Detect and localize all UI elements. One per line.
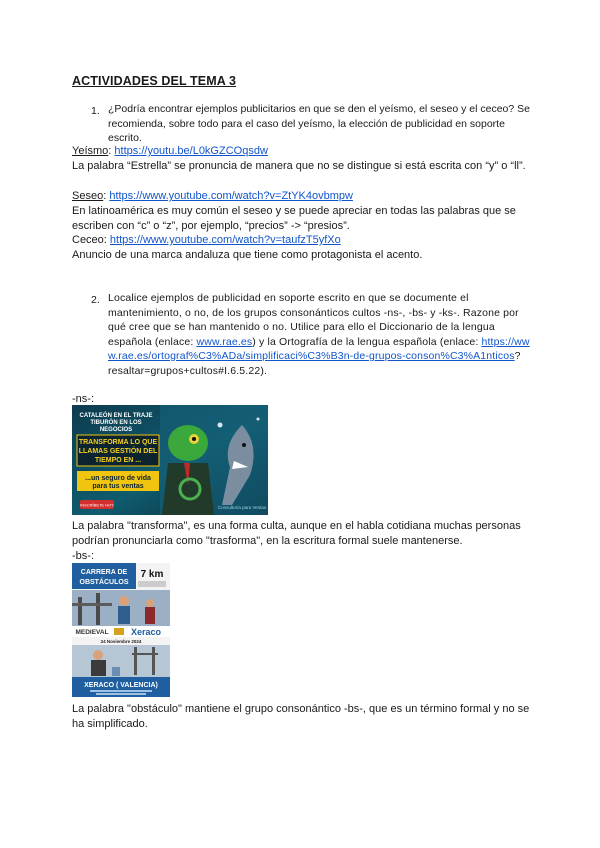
- bs-ad-image: [72, 563, 170, 697]
- ns-ad-image: [72, 405, 268, 515]
- seseo-line: [72, 189, 534, 204]
- bs-ad-brand-left: MEDIEVAL: [75, 629, 109, 636]
- yeismo-sep: :: [108, 145, 115, 157]
- bs-ad-place: XERACO ( VALENCIA): [84, 682, 158, 689]
- ns-ad-life-1: ...un seguro de vida: [85, 475, 151, 482]
- ns-label: -ns-:: [72, 393, 94, 405]
- ortografia-link[interactable]: https://www.rae.es/ortograf%C3%ADa/simplificaci%C3%B3n-de-grupos-conson%C3%A1nticos: [108, 335, 530, 362]
- page-title: ACTIVIDADES DEL TEMA 3: [72, 74, 237, 88]
- seseo-label: Seseo: [72, 190, 104, 202]
- ns-ad-footer: Consultoría para Ventas: [217, 505, 267, 510]
- ceceo-line: [72, 233, 534, 248]
- seseo-sep: :: [103, 190, 110, 202]
- ns-ad-box-2: LLAMAS GESTIÓN DEL: [78, 448, 158, 455]
- bs-ad-brand-right: Xeraco: [130, 627, 162, 637]
- seseo-link[interactable]: https://www.youtube.com/watch?v=ZtYK4ovbmpw: [109, 190, 353, 202]
- bs-text: La palabra "obstáculo" mantiene el grupo consonántico -bs-, que es un término formal y no se ha simplificado.: [72, 703, 530, 730]
- ns-ad-line-2: TIBURÓN EN LOS: [90, 420, 142, 426]
- yeismo-text: La palabra “Estrella” se pronuncia de manera que no se distingue si está escrita con “y” o “ll”.: [72, 160, 526, 172]
- bs-label: -bs-:: [72, 550, 94, 562]
- question-2-number: 2.: [91, 294, 100, 306]
- yeismo-link[interactable]: https://youtu.be/L0kGZCOqsdw: [114, 145, 268, 157]
- ns-ad-button: INSCRÍBETE HOY: [80, 502, 114, 508]
- yeismo-line: [72, 144, 534, 159]
- chameleon-head: [168, 425, 208, 461]
- ns-ad-life-2: para tus ventas: [92, 483, 144, 490]
- question-1-number: 1.: [91, 105, 100, 117]
- yeismo-label: Yeísmo: [72, 145, 109, 157]
- question-2-part1: Localice ejemplos de publicidad en soporte escrito en que se documente el mantenimiento, o no, de los grupos consonánticos cultos -ns-, -bs- y -ks-. Razone por qué cree que se han mantenido o no. Utilice para ello el Diccionario de la lengua española (enlace:: [108, 292, 519, 348]
- ns-ad-box-1: TRANSFORMA LO QUE: [78, 439, 158, 446]
- bs-ad-km: 7 km: [140, 569, 164, 580]
- ns-ad-box-3: TIEMPO EN ...: [94, 457, 142, 464]
- bs-ad-title-1: CARRERA DE: [80, 569, 128, 576]
- question-2-part3: ? resaltar=grupos+cultos#I.6.5.22).: [108, 350, 521, 377]
- ceceo-link[interactable]: https://www.youtube.com/watch?v=taufzT5yfXo: [109, 234, 341, 246]
- bs-ad-title-2: OBSTÁCULOS: [79, 579, 129, 586]
- question-1-text: ¿Podría encontrar ejemplos publicitarios en que se den el yeísmo, el seseo y el ceceo? Se recomienda, sobre todo para el caso del yeísmo, la elección de publicidad en soporte escrito.: [108, 103, 530, 144]
- bs-ad-svg: [72, 563, 170, 697]
- ceceo-text: Anuncio de una marca andaluza que tiene como protagonista el acento.: [72, 249, 423, 261]
- ns-ad-line-1: CATALEÓN EN EL TRAJE: [79, 413, 153, 419]
- question-2-text: [108, 291, 533, 378]
- bs-ad-date: 24 Noviembre 2024: [100, 639, 142, 644]
- question-2-part2: ) y la Ortografía de la lengua española (enlace:: [252, 335, 482, 348]
- rae-link[interactable]: www.rae.es: [196, 335, 253, 348]
- seseo-text: En latinoamérica es muy común el seseo y se puede apreciar en todas las palabras que se escriben con “c” o “z”, por ejemplo, “precios” -> “presios”.: [72, 205, 516, 232]
- ns-ad-line-3: NEGOCIOS: [99, 427, 133, 433]
- ceceo-label: Ceceo:: [72, 234, 110, 246]
- ns-text: La palabra "transforma", es una forma culta, aunque en el habla cotidiana muchas personas podrían pronunciarla como "trasforma", en la escritura formal suele mantenerse.: [72, 520, 521, 547]
- ns-ad-svg: [72, 405, 268, 515]
